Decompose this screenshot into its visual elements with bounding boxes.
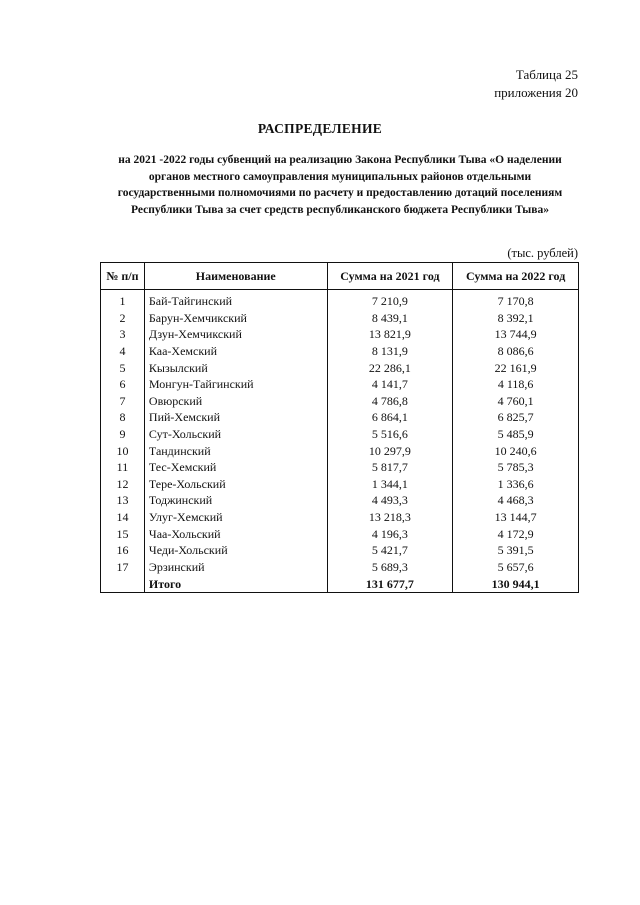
amount-2022: 1 336,6 [453, 476, 579, 493]
district-name: Тоджинский [144, 492, 327, 509]
amount-2022: 8 392,1 [453, 310, 579, 327]
amount-2021: 8 131,9 [327, 343, 453, 360]
row-number: 4 [101, 343, 145, 360]
district-name: Барун-Хемчикский [144, 310, 327, 327]
table-row [101, 310, 579, 327]
col-header-number: № п/п [101, 263, 145, 290]
table-header-row [101, 263, 579, 290]
district-name: Сут-Хольский [144, 426, 327, 443]
amount-2022: 13 144,7 [453, 509, 579, 526]
amount-2021: 1 344,1 [327, 476, 453, 493]
table-row [101, 559, 579, 576]
row-number: 5 [101, 359, 145, 376]
row-number: 9 [101, 426, 145, 443]
amount-2021: 22 286,1 [327, 359, 453, 376]
table-row [101, 359, 579, 376]
table-reference [494, 66, 578, 102]
district-name: Каа-Хемский [144, 343, 327, 360]
amount-2021: 13 218,3 [327, 509, 453, 526]
total-2021: 131 677,7 [327, 575, 453, 593]
table-row [101, 525, 579, 542]
district-name: Тере-Хольский [144, 476, 327, 493]
table-row [101, 326, 579, 343]
district-name: Улуг-Хемский [144, 509, 327, 526]
row-number: 17 [101, 559, 145, 576]
amount-2021: 7 210,9 [327, 290, 453, 310]
amount-2022: 5 657,6 [453, 559, 579, 576]
units-label: (тыс. рублей) [507, 246, 578, 260]
district-name: Тес-Хемский [144, 459, 327, 476]
amount-2022: 6 825,7 [453, 409, 579, 426]
table-row [101, 393, 579, 410]
amount-2022: 8 086,6 [453, 343, 579, 360]
amount-2022: 4 172,9 [453, 525, 579, 542]
table-number: Таблица 25 [515, 67, 578, 82]
district-name: Дзун-Хемчикский [144, 326, 327, 343]
row-number: 11 [101, 459, 145, 476]
district-name: Бай-Тайгинский [144, 290, 327, 310]
district-name: Чаа-Хольский [144, 525, 327, 542]
col-header-2022: Сумма на 2022 год [453, 263, 579, 290]
table-row [101, 542, 579, 559]
amount-2021: 5 421,7 [327, 542, 453, 559]
amount-2022: 13 744,9 [453, 326, 579, 343]
amount-2021: 5 817,7 [327, 459, 453, 476]
col-header-2021: Сумма на 2021 год [327, 263, 453, 290]
document-title: РАСПРЕДЕЛЕНИЕ [257, 121, 383, 136]
row-number: 2 [101, 310, 145, 327]
row-number: 12 [101, 476, 145, 493]
row-number: 7 [101, 393, 145, 410]
amount-2022: 7 170,8 [453, 290, 579, 310]
table-row [101, 376, 579, 393]
total-row [101, 575, 579, 593]
amount-2022: 5 485,9 [453, 426, 579, 443]
table-row [101, 290, 579, 310]
district-name: Тандинский [144, 442, 327, 459]
district-name: Эрзинский [144, 559, 327, 576]
row-number: 16 [101, 542, 145, 559]
amount-2021: 4 196,3 [327, 525, 453, 542]
district-name: Монгун-Тайгинский [144, 376, 327, 393]
table-row [101, 409, 579, 426]
amount-2022: 4 118,6 [453, 376, 579, 393]
amount-2021: 10 297,9 [327, 442, 453, 459]
table-row [101, 459, 579, 476]
document-subtitle: на 2021 -2022 годы субвенций на реализацию Закона Республики Тыва «О наделении органов местного самоуправления муниципальных районов отдельными государственными полномочиями по расчету и предоставлению дотаций поселениям Республики Тыва за счет средств республиканского бюджета Республики Тыва» [117, 154, 563, 216]
table-body [101, 290, 579, 576]
table-row [101, 492, 579, 509]
row-number: 10 [101, 442, 145, 459]
amount-2021: 13 821,9 [327, 326, 453, 343]
amount-2022: 5 785,3 [453, 459, 579, 476]
distribution-table [100, 262, 579, 593]
amount-2022: 5 391,5 [453, 542, 579, 559]
table-row [101, 442, 579, 459]
total-2022: 130 944,1 [453, 575, 579, 593]
amount-2021: 5 516,6 [327, 426, 453, 443]
amount-2021: 8 439,1 [327, 310, 453, 327]
district-name: Пий-Хемский [144, 409, 327, 426]
table-row [101, 426, 579, 443]
amount-2021: 6 864,1 [327, 409, 453, 426]
amount-2021: 5 689,3 [327, 559, 453, 576]
district-name: Овюрский [144, 393, 327, 410]
amount-2022: 22 161,9 [453, 359, 579, 376]
row-number: 8 [101, 409, 145, 426]
row-number: 15 [101, 525, 145, 542]
total-label: Итого [144, 575, 327, 593]
table-row [101, 476, 579, 493]
table-row [101, 343, 579, 360]
appendix-number: приложения 20 [494, 85, 578, 100]
total-number-cell [101, 575, 145, 593]
amount-2022: 4 468,3 [453, 492, 579, 509]
row-number: 14 [101, 509, 145, 526]
amount-2021: 4 493,3 [327, 492, 453, 509]
row-number: 3 [101, 326, 145, 343]
table-row [101, 509, 579, 526]
row-number: 6 [101, 376, 145, 393]
col-header-name: Наименование [144, 263, 327, 290]
row-number: 13 [101, 492, 145, 509]
amount-2021: 4 141,7 [327, 376, 453, 393]
district-name: Кызылский [144, 359, 327, 376]
district-name: Чеди-Хольский [144, 542, 327, 559]
amount-2022: 4 760,1 [453, 393, 579, 410]
amount-2022: 10 240,6 [453, 442, 579, 459]
row-number: 1 [101, 290, 145, 310]
amount-2021: 4 786,8 [327, 393, 453, 410]
